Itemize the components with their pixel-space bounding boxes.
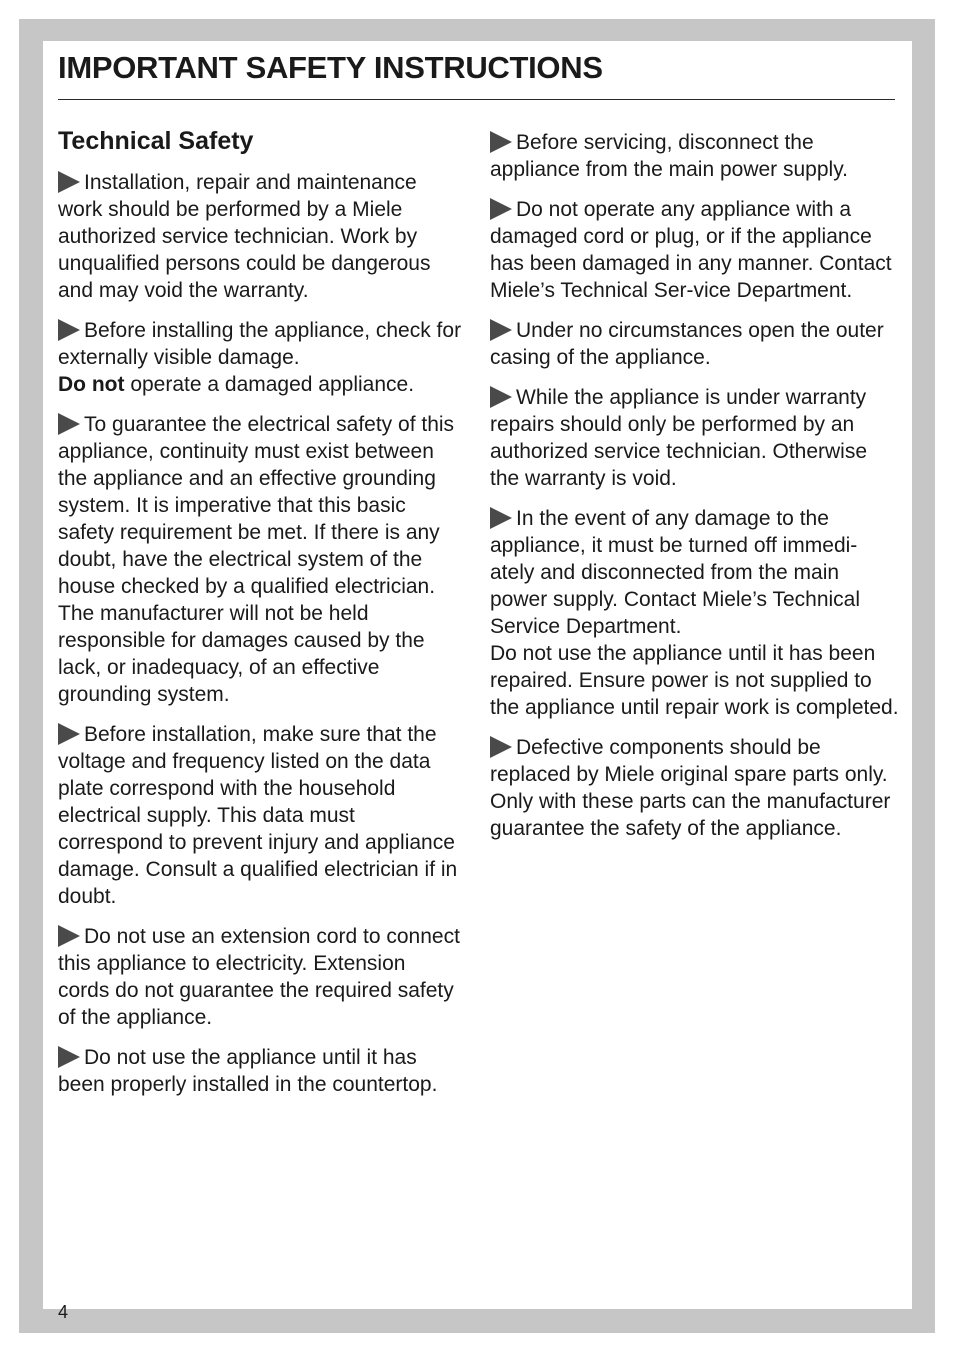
instruction-text: In the event of any damage to the appliance, it must be turned off immedi-ately and disconnected from the main power supply. Contact Miele’s Technical Service Department. [490,507,861,638]
instruction-text: While the appliance is under warranty repairs should only be performed by an authorized service technician. Otherwise the warranty is void. [490,386,868,490]
play-arrow-icon [490,319,512,341]
instruction-item [490,196,900,304]
emphasis-text: Do not [58,373,125,396]
instruction-item [490,317,900,371]
instruction-text: To guarantee the electrical safety of this appliance, continuity must exist between the appliance and an effective grounding system. It is imperative that this basic safety requirement be met. If there is any doubt, have the electrical system of the house checked by a qualified electrician. The manufacturer will not be held responsible for damages caused by the lack, or inadequacy, of an effective grounding system. [58,413,455,706]
play-arrow-icon [490,131,512,153]
instruction-item [58,169,462,304]
page-title: IMPORTANT SAFETY INSTRUCTIONS [58,50,603,85]
instruction-text: Installation, repair and maintenance work should be performed by a Miele authorized service technician. Work by unqualified persons could be dangerous and may void the warranty. [58,171,431,302]
play-arrow-icon [58,723,80,745]
instruction-item [58,923,462,1031]
instruction-item [58,411,462,708]
instruction-text: Before installation, make sure that the voltage and frequency listed on the data plate correspond with the household electrical supply. This data must correspond to prevent injury and appliance damage. Consult a qualified electrician if in doubt. [58,723,458,908]
instruction-text: Before installing the appliance, check for externally visible damage. [58,319,462,369]
play-arrow-icon [490,736,512,758]
play-arrow-icon [490,507,512,529]
instruction-text: Under no circumstances open the outer casing of the appliance. [490,319,884,369]
play-arrow-icon [58,319,80,341]
instruction-item [58,317,462,398]
section-title: Technical Safety [58,127,254,155]
play-arrow-icon [58,413,80,435]
left-column [58,124,462,1111]
play-arrow-icon [490,198,512,220]
instruction-item [490,505,900,721]
play-arrow-icon [490,386,512,408]
instruction-text: Before servicing, disconnect the appliance from the main power supply. [490,131,848,181]
instruction-item [490,129,900,183]
instruction-text: Do not operate any appliance with a damaged cord or plug, or if the appliance has been damaged in any manner. Contact Miele’s Technical Ser-vice Department. [490,198,892,302]
play-arrow-icon [58,925,80,947]
page-number: 4 [58,1302,69,1322]
instruction-text: operate a damaged appliance. [124,373,415,396]
play-arrow-icon [58,1046,80,1068]
instruction-item [58,721,462,910]
right-column [490,129,900,855]
instruction-item [58,1044,462,1098]
instruction-text: Do not use the appliance until it has been repaired. Ensure power is not supplied to the appliance until repair work is completed. [490,642,899,719]
instruction-text: Defective components should be replaced by Miele original spare parts only. Only with these parts can the manufacturer guarantee the safety of the appliance. [490,736,891,840]
instruction-item [490,384,900,492]
play-arrow-icon [58,171,80,193]
title-divider [58,99,895,100]
instruction-text: Do not use the appliance until it has been properly installed in the countertop. [58,1046,438,1096]
instruction-item [490,734,900,842]
instruction-text: Do not use an extension cord to connect this appliance to electricity. Extension cords do not guarantee the required safety of the appliance. [58,925,460,1029]
